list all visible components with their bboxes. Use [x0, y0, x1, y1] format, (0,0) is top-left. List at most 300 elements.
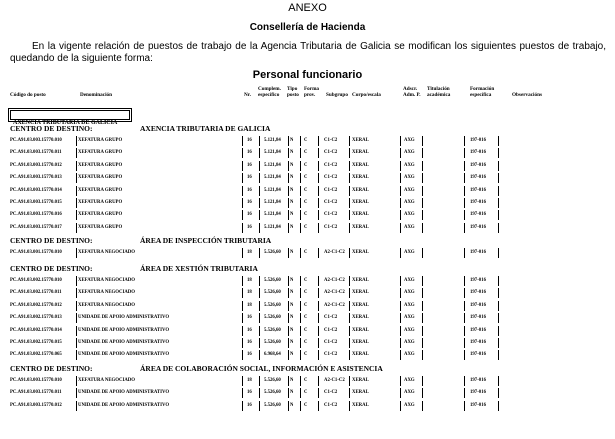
cell-adscr: AXG [404, 138, 415, 143]
cell-divider [288, 388, 289, 398]
table-row [10, 288, 500, 298]
cell-nr: 16 [247, 212, 252, 218]
cell-denom: XEFATURA NEGOCIADO [78, 278, 135, 283]
cell-sub: C1-C2 [324, 175, 338, 181]
cell-divider [464, 301, 465, 311]
cell-sub: C1-C2 [324, 315, 338, 321]
cell-denom: UNIDADE DE APOIO ADMINISTRATIVO [78, 315, 170, 321]
cell-forma: C [304, 290, 308, 296]
cell-divider [349, 173, 350, 183]
centro-name: ÁREA DE INSPECCIÓN TRIBUTARIA [140, 236, 272, 245]
cell-divider [259, 223, 260, 233]
cell-divider [349, 288, 350, 298]
table-row [10, 186, 500, 196]
cell-divider [318, 198, 319, 208]
cell-divider [464, 376, 465, 386]
cell-divider [242, 350, 243, 360]
cell-divider [318, 210, 319, 220]
cell-forma: C [304, 278, 308, 283]
cell-divider [464, 276, 465, 286]
cell-divider [300, 173, 301, 183]
table-row [10, 223, 500, 233]
cell-divider [400, 301, 401, 311]
cell-comp: 5.526,60 [264, 315, 281, 321]
table-row [10, 401, 500, 411]
cell-divider [464, 350, 465, 360]
cell-denom: UNIDADE DE APOIO ADMINISTRATIVO [78, 352, 170, 358]
cell-divider [318, 161, 319, 171]
cell-divider [498, 186, 499, 196]
cell-divider [300, 388, 301, 398]
cell-nr: 16 [247, 402, 252, 408]
cell-divider [349, 148, 350, 158]
cell-adscr: AXG [404, 224, 415, 230]
cell-form: 197-016 [470, 187, 486, 193]
header-formacion: Formación específica [470, 86, 495, 98]
cell-divider [259, 248, 260, 258]
table-row [10, 136, 500, 146]
cell-denom: XEFATURA GRUPO [78, 150, 123, 156]
cell-corpo: XERAL [352, 327, 369, 333]
cell-divider [422, 376, 423, 386]
cell-corpo: XERAL [352, 150, 369, 156]
cell-divider [318, 248, 319, 258]
cell-divider [422, 148, 423, 158]
cell-form: 197-016 [470, 278, 486, 283]
cell-divider [318, 338, 319, 348]
cell-divider [464, 136, 465, 146]
cell-forma: C [304, 175, 308, 181]
cell-sub: C1-C2 [324, 162, 338, 168]
cell-divider [76, 313, 77, 323]
cell-code: PC.A91.03.002.15770.013 [10, 315, 62, 321]
cell-divider [242, 401, 243, 411]
cell-nr: 16 [247, 224, 252, 230]
cell-divider [400, 210, 401, 220]
agency-box [10, 110, 130, 126]
cell-divider [76, 338, 77, 348]
cell-divider [318, 276, 319, 286]
header-observacions: Observacións [512, 92, 542, 98]
cell-divider [300, 248, 301, 258]
cell-comp: 5.526,60 [264, 340, 281, 345]
cell-divider [318, 388, 319, 398]
cell-divider [259, 401, 260, 411]
cell-nr: 16 [247, 162, 252, 168]
cell-divider [318, 173, 319, 183]
cell-divider [300, 401, 301, 411]
header-denominacion: Denominación [80, 92, 112, 98]
cell-adscr: AXG [404, 390, 415, 396]
cell-sub: C1-C2 [324, 340, 338, 345]
cell-corpo: XERAL [352, 138, 369, 143]
cell-comp: 5.526,60 [264, 278, 281, 283]
cell-denom: UNIDADE DE APOIO ADMINISTRATIVO [78, 390, 170, 396]
cell-divider [349, 401, 350, 411]
cell-divider [242, 376, 243, 386]
cell-corpo: XERAL [352, 278, 369, 283]
cell-divider [288, 148, 289, 158]
cell-divider [259, 326, 260, 336]
cell-divider [288, 136, 289, 146]
cell-denom: XEFATURA NEGOCIADO [78, 250, 135, 255]
cell-divider [464, 401, 465, 411]
cell-divider [76, 326, 77, 336]
cell-nr: 18 [247, 290, 252, 296]
table-row [10, 376, 500, 386]
cell-forma: C [304, 340, 308, 345]
cell-divider [400, 198, 401, 208]
cell-divider [318, 136, 319, 146]
cell-divider [400, 376, 401, 386]
cell-tipo: N [290, 150, 294, 156]
cell-divider [242, 198, 243, 208]
cell-divider [288, 198, 289, 208]
cell-divider [288, 313, 289, 323]
cell-adscr: AXG [404, 402, 415, 408]
cell-divider [400, 288, 401, 298]
cell-divider [318, 350, 319, 360]
cell-tipo: N [290, 302, 294, 308]
cell-sub: C1-C2 [324, 138, 338, 143]
cell-denom: XEFATURA NEGOCIADO [78, 378, 135, 383]
cell-comp: 5.121,84 [264, 224, 281, 230]
cell-divider [259, 198, 260, 208]
header-adscr: Adscr. Adm. P. [403, 86, 421, 98]
cell-sub: A2-C1-C2 [324, 290, 345, 296]
cell-comp: 5.526,60 [264, 390, 281, 396]
cell-divider [498, 148, 499, 158]
cell-corpo: XERAL [352, 200, 369, 205]
cell-code: PC.A91.03.002.15770.010 [10, 278, 62, 283]
cell-divider [422, 350, 423, 360]
header-corpo: Corpo/escala [352, 92, 381, 98]
cell-denom: XEFATURA NEGOCIADO [78, 290, 135, 296]
cell-divider [76, 210, 77, 220]
cell-divider [242, 288, 243, 298]
cell-denom: XEFATURA GRUPO [78, 212, 123, 218]
cell-divider [400, 276, 401, 286]
cell-divider [464, 338, 465, 348]
annex-title: ANEXO [288, 2, 327, 14]
cell-divider [422, 276, 423, 286]
cell-comp: 6.968,64 [264, 352, 281, 358]
cell-sub: A2-C1-C2 [324, 302, 345, 308]
cell-divider [242, 248, 243, 258]
cell-adscr: AXG [404, 150, 415, 156]
cell-divider [300, 223, 301, 233]
cell-corpo: XERAL [352, 187, 369, 193]
cell-denom: XEFATURA GRUPO [78, 224, 123, 230]
header-nr: Nr. [244, 92, 251, 98]
cell-adscr: AXG [404, 250, 415, 255]
cell-comp: 5.526,60 [264, 250, 281, 255]
centro-label: CENTRO DE DESTINO: [10, 264, 93, 273]
cell-comp: 5.526,60 [264, 327, 281, 333]
cell-divider [318, 376, 319, 386]
cell-denom: XEFATURA GRUPO [78, 175, 123, 181]
cell-divider [300, 326, 301, 336]
cell-sub: A2-C1-C2 [324, 278, 345, 283]
cell-divider [76, 223, 77, 233]
cell-form: 197-016 [470, 378, 486, 383]
cell-divider [76, 148, 77, 158]
cell-divider [242, 223, 243, 233]
cell-divider [288, 210, 289, 220]
cell-nr: 16 [247, 200, 252, 205]
cell-corpo: XERAL [352, 212, 369, 218]
cell-corpo: XERAL [352, 302, 369, 308]
cell-corpo: XERAL [352, 340, 369, 345]
centro-label: CENTRO DE DESTINO: [10, 124, 93, 133]
cell-divider [259, 161, 260, 171]
table-row [10, 326, 500, 336]
cell-divider [259, 173, 260, 183]
cell-code: PC.A91.03.003.15770.015 [10, 200, 62, 205]
cell-nr: 18 [247, 278, 252, 283]
cell-divider [318, 326, 319, 336]
cell-sub: A2-C1-C2 [324, 250, 345, 255]
cell-tipo: N [290, 138, 294, 143]
cell-divider [400, 136, 401, 146]
cell-comp: 5.121,84 [264, 150, 281, 156]
cell-divider [422, 401, 423, 411]
cell-divider [464, 223, 465, 233]
cell-code: PC.A91.03.002.15770.065 [10, 352, 62, 358]
table-row [10, 161, 500, 171]
cell-divider [288, 248, 289, 258]
cell-divider [300, 350, 301, 360]
cell-divider [300, 338, 301, 348]
table-row [10, 301, 500, 311]
cell-forma: C [304, 162, 308, 168]
cell-divider [242, 338, 243, 348]
cell-divider [300, 301, 301, 311]
cell-nr: 18 [247, 250, 252, 255]
cell-divider [76, 288, 77, 298]
cell-sub: A2-C1-C2 [324, 378, 345, 383]
cell-divider [259, 313, 260, 323]
cell-forma: C [304, 187, 308, 193]
cell-nr: 16 [247, 175, 252, 181]
cell-divider [464, 388, 465, 398]
cell-tipo: N [290, 187, 294, 193]
cell-divider [300, 198, 301, 208]
cell-divider [400, 338, 401, 348]
cell-divider [76, 198, 77, 208]
cell-comp: 5.526,60 [264, 302, 281, 308]
cell-divider [400, 350, 401, 360]
cell-forma: C [304, 138, 308, 143]
cell-sub: C1-C2 [324, 200, 338, 205]
cell-divider [422, 338, 423, 348]
cell-divider [400, 161, 401, 171]
cell-nr: 16 [247, 340, 252, 345]
cell-divider [259, 148, 260, 158]
cell-tipo: N [290, 390, 294, 396]
cell-divider [464, 326, 465, 336]
cell-divider [400, 148, 401, 158]
cell-form: 197-016 [470, 352, 486, 358]
cell-adscr: AXG [404, 327, 415, 333]
cell-forma: C [304, 250, 308, 255]
cell-divider [76, 136, 77, 146]
cell-divider [422, 161, 423, 171]
cell-adscr: AXG [404, 175, 415, 181]
cell-divider [242, 161, 243, 171]
cell-divider [400, 223, 401, 233]
cell-tipo: N [290, 278, 294, 283]
cell-code: PC.A91.03.003.15770.011 [10, 150, 62, 156]
cell-divider [259, 186, 260, 196]
cell-adscr: AXG [404, 340, 415, 345]
cell-nr: 16 [247, 327, 252, 333]
cell-divider [76, 161, 77, 171]
cell-divider [349, 210, 350, 220]
cell-form: 197-016 [470, 175, 486, 181]
cell-divider [498, 376, 499, 386]
cell-adscr: AXG [404, 212, 415, 218]
cell-divider [422, 210, 423, 220]
cell-forma: C [304, 378, 308, 383]
cell-sub: C1-C2 [324, 327, 338, 333]
cell-code: PC.A91.03.003.15770.012 [10, 402, 62, 408]
cell-divider [349, 198, 350, 208]
cell-comp: 5.526,60 [264, 290, 281, 296]
cell-nr: 18 [247, 378, 252, 383]
cell-form: 197-016 [470, 390, 486, 396]
table-row [10, 276, 500, 286]
cell-form: 197-016 [470, 200, 486, 205]
cell-code: PC.A91.03.003.15770.010 [10, 138, 62, 143]
cell-tipo: N [290, 340, 294, 345]
cell-divider [76, 276, 77, 286]
cell-adscr: AXG [404, 278, 415, 283]
centro-label: CENTRO DE DESTINO: [10, 236, 93, 245]
cell-divider [300, 161, 301, 171]
cell-divider [76, 173, 77, 183]
header-titulacion: Titulación académica [427, 86, 451, 98]
cell-code: PC.A91.03.003.15770.013 [10, 175, 62, 181]
cell-divider [498, 276, 499, 286]
cell-divider [288, 288, 289, 298]
cell-corpo: XERAL [352, 378, 369, 383]
cell-divider [349, 223, 350, 233]
cell-divider [288, 301, 289, 311]
cell-divider [422, 326, 423, 336]
cell-divider [349, 376, 350, 386]
table-row [10, 313, 500, 323]
cell-divider [498, 326, 499, 336]
cell-divider [300, 148, 301, 158]
cell-divider [422, 313, 423, 323]
cell-sub: C1-C2 [324, 212, 338, 218]
centro-label: CENTRO DE DESTINO: [10, 364, 93, 373]
cell-divider [242, 276, 243, 286]
cell-tipo: N [290, 224, 294, 230]
cell-divider [300, 276, 301, 286]
cell-comp: 5.121,84 [264, 162, 281, 168]
cell-divider [498, 288, 499, 298]
table-row [10, 388, 500, 398]
cell-tipo: N [290, 378, 294, 383]
cell-divider [288, 338, 289, 348]
cell-divider [288, 173, 289, 183]
cell-denom: XEFATURA GRUPO [78, 200, 123, 205]
cell-code: PC.A91.03.002.15770.015 [10, 340, 62, 345]
cell-form: 197-016 [470, 250, 486, 255]
cell-divider [259, 288, 260, 298]
cell-divider [300, 288, 301, 298]
cell-forma: C [304, 327, 308, 333]
cell-divider [349, 388, 350, 398]
cell-divider [422, 136, 423, 146]
cell-form: 197-016 [470, 224, 486, 230]
cell-divider [498, 136, 499, 146]
centro-name: AXENCIA TRIBUTARIA DE GALICIA [140, 124, 271, 133]
cell-corpo: XERAL [352, 390, 369, 396]
cell-divider [464, 248, 465, 258]
agency-box-label: AXENCIA TRIBUTARIA DE GALICIA [13, 120, 118, 126]
cell-divider [259, 388, 260, 398]
cell-corpo: XERAL [352, 250, 369, 255]
header-forma: Forma prov. [304, 86, 319, 98]
cell-divider [242, 186, 243, 196]
cell-divider [318, 313, 319, 323]
cell-tipo: N [290, 402, 294, 408]
cell-denom: XEFATURA GRUPO [78, 162, 123, 168]
cell-divider [288, 223, 289, 233]
cell-divider [259, 301, 260, 311]
cell-divider [464, 186, 465, 196]
cell-code: PC.A91.03.003.15770.014 [10, 187, 62, 193]
cell-adscr: AXG [404, 290, 415, 296]
cell-form: 197-016 [470, 212, 486, 218]
cell-corpo: XERAL [352, 162, 369, 168]
cell-form: 197-016 [470, 150, 486, 156]
header-codigo: Código do posto [10, 92, 46, 98]
cell-divider [400, 326, 401, 336]
cell-corpo: XERAL [352, 402, 369, 408]
cell-divider [288, 161, 289, 171]
cell-divider [242, 326, 243, 336]
cell-tipo: N [290, 175, 294, 181]
personnel-heading: Personal funcionario [252, 69, 363, 81]
cell-divider [300, 186, 301, 196]
cell-tipo: N [290, 327, 294, 333]
cell-tipo: N [290, 315, 294, 321]
cell-divider [464, 210, 465, 220]
cell-divider [422, 248, 423, 258]
cell-divider [349, 350, 350, 360]
cell-code: PC.A91.03.002.15770.012 [10, 302, 62, 308]
cell-divider [498, 350, 499, 360]
cell-divider [318, 186, 319, 196]
cell-code: PC.A91.03.003.15770.016 [10, 212, 62, 218]
cell-divider [318, 223, 319, 233]
cell-divider [300, 313, 301, 323]
cell-divider [349, 186, 350, 196]
cell-denom: UNIDADE DE APOIO ADMINISTRATIVO [78, 327, 170, 333]
cell-code: PC.A91.03.001.15770.010 [10, 250, 62, 255]
cell-nr: 16 [247, 187, 252, 193]
cell-tipo: N [290, 290, 294, 296]
header-tipo: Tipo posto [287, 86, 299, 98]
table-row [10, 148, 500, 158]
cell-divider [76, 186, 77, 196]
cell-nr: 16 [247, 390, 252, 396]
cell-divider [259, 338, 260, 348]
